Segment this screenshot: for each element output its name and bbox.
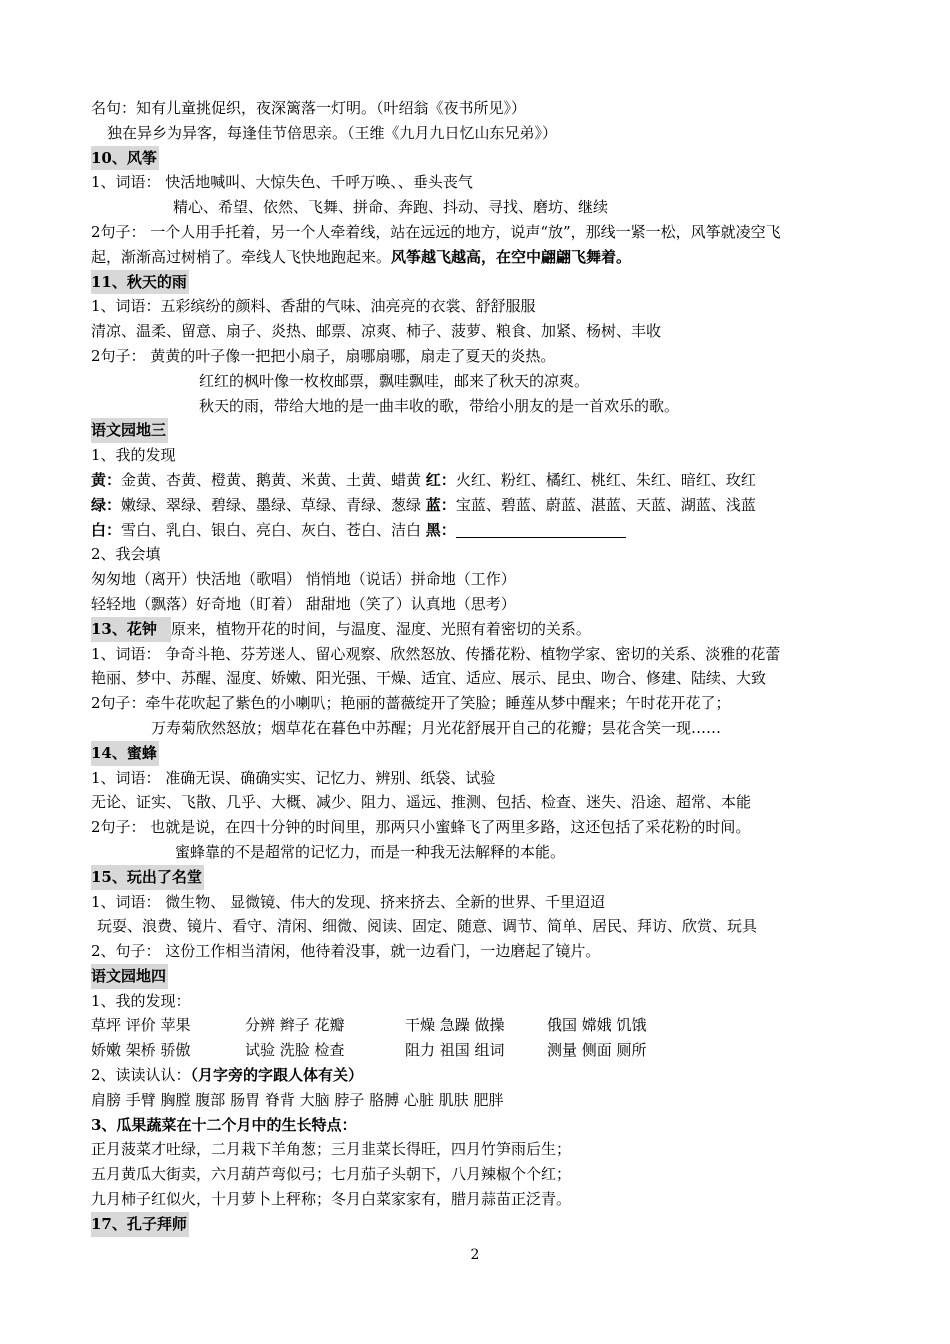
- text-line: 1、我的发现：: [91, 991, 191, 1010]
- text-span: 嫩绿、翠绿、碧绿、墨绿、草绿、青绿、葱绿: [121, 495, 426, 514]
- label: 蓝：: [425, 495, 456, 514]
- text-line: 2句子： 也就是说，在四十分钟的时间里，那两只小蜜蜂飞了两里多路，这还包括了采花粉的时间。: [91, 818, 751, 837]
- text-line: 1、词语： 争奇斗艳、芬芳迷人、留心观察、欣然怒放、传播花粉、植物学家、密切的关系、淡雅的花蕾: [91, 644, 781, 663]
- color-words-row: [91, 518, 871, 543]
- text-line: 2句子： 黄黄的叶子像一把把小扇子，扇哪扇哪，扇走了夏天的炎热。: [91, 346, 556, 365]
- word-group-row: [91, 1038, 871, 1063]
- text-span: 火红、粉红、橘红、桃红、朱红、暗红、玫红: [455, 470, 756, 489]
- text-line: 无论、证实、飞散、几乎、大概、减少、阻力、遥远、推测、包括、检查、迷失、沿途、超常、本能: [91, 793, 752, 812]
- word-group: 分辨 辫子 花瓣: [245, 1016, 345, 1035]
- text-line: 1、词语： 快活地喊叫、大惊失色、千呼万唤、、垂头丧气: [91, 173, 473, 192]
- text-line: 艳丽、梦中、苏醒、湿度、娇嫩、阳光强、干燥、适宜、适应、展示、昆虫、吻合、修建、陆续、大致: [91, 669, 767, 688]
- text-line: 玩耍、浪费、镜片、看守、清闲、细微、阅读、固定、随意、调节、简单、居民、拜访、欣赏、玩具: [97, 917, 758, 936]
- text-span: 原来，植物开花的时间，与温度、湿度、光照有着密切的关系。: [170, 619, 591, 638]
- section-heading: 15、玩出了名堂: [91, 865, 204, 890]
- section-heading: 语文园地三: [91, 418, 168, 443]
- text-line: 五月黄瓜大街卖，六月葫芦弯似弓；七月茄子头朝下，八月辣椒个个红；: [91, 1165, 572, 1184]
- word-group: 试验 洗脸 检查: [245, 1041, 345, 1060]
- word-group: 测量 侧面 厕所: [547, 1041, 647, 1060]
- label: 黑：: [425, 520, 456, 539]
- word-group: 阻力 祖国 组词: [405, 1041, 505, 1060]
- bold-text: 风筝越飞越高，在空中翩翩飞舞着。: [391, 247, 632, 266]
- text-line: 1、词语： 微生物、 显微镜、伟大的发现、挤来挤去、全新的世界、千里迢迢: [91, 892, 606, 911]
- section-heading: 14、蜜蜂: [91, 741, 159, 766]
- section-heading: 10、风筝: [91, 146, 159, 171]
- text-line: 1、词语： 准确无误、确确实实、记忆力、辨别、纸袋、试验: [91, 768, 496, 787]
- fill-in-blank: [456, 523, 626, 538]
- text-span: 宝蓝、碧蓝、蔚蓝、湛蓝、天蓝、湖蓝、浅蓝: [455, 495, 756, 514]
- label: 绿：: [91, 495, 122, 514]
- text-line: 名句：知有儿童挑促织，夜深篱落一灯明。（叶绍翁《夜书所见》）: [91, 99, 527, 117]
- text-line: 万寿菊欣然怒放；烟草花在暮色中苏醒；月光花舒展开自己的花瓣；昙花含笑一现……: [151, 718, 722, 737]
- text-line: 九月柿子红似火，十月萝卜上秤称；冬月白菜家家有，腊月蒜苗正泛青。: [91, 1190, 572, 1209]
- text-line: 1、词语：五彩缤纷的颜料、香甜的气味、油亮亮的衣裳、舒舒服服: [91, 297, 536, 316]
- text-span: 金黄、杏黄、橙黄、鹅黄、米黄、土黄、蜡黄: [121, 470, 426, 489]
- color-words-row: [91, 493, 871, 518]
- label: 白：: [91, 520, 122, 539]
- bold-heading: 3、瓜果蔬菜在十二个月中的生长特点：: [91, 1115, 357, 1134]
- text-span: 雪白、乳白、银白、亮白、灰白、苍白、洁白: [121, 520, 426, 539]
- section-heading: 11、秋天的雨: [91, 270, 189, 295]
- text-span: 起，渐渐高过树梢了。牵线人飞快地跑起来。: [91, 247, 392, 266]
- word-group-row: [91, 1013, 871, 1038]
- text-line: 秋天的雨，带给大地的是一曲丰收的歌，带给小朋友的是一首欢乐的歌。: [199, 396, 680, 415]
- word-group: 干燥 急躁 做操: [405, 1016, 505, 1035]
- page-number: 2: [470, 1247, 480, 1263]
- text-line: [91, 245, 871, 270]
- text-line: 蜜蜂靠的不是超常的记忆力，而是一种我无法解释的本能。: [175, 842, 566, 861]
- word-group: 俄国 嫦娥 饥饿: [547, 1016, 647, 1035]
- text-span: 2、读读认认：: [91, 1066, 191, 1085]
- text-line: 红红的枫叶像一枚枚邮票，飘哇飘哇，邮来了秋天的凉爽。: [199, 371, 590, 390]
- text-line: 正月菠菜才吐绿，二月栽下羊角葱；三月韭菜长得旺，四月竹笋雨后生；: [91, 1140, 572, 1159]
- text-line: [91, 617, 871, 642]
- text-line: 轻轻地（飘落）好奇地（盯着） 甜甜地（笑了）认真地（思考）: [91, 594, 516, 613]
- bold-text: （月字旁的字跟人体有关）: [190, 1066, 364, 1085]
- text-line: 2、我会填: [91, 545, 161, 564]
- text-line: 匆匆地（离开）快活地（歌唱） 悄悄地（说话）拼命地（工作）: [91, 570, 516, 589]
- section-heading: 17、孔子拜师: [91, 1212, 189, 1237]
- text-line: 2句子：牵牛花吹起了紫色的小喇叭；艳丽的蔷薇绽开了笑脸；睡莲从梦中醒来；午时花开花了；: [91, 694, 731, 713]
- text-line: 清凉、温柔、留意、扇子、炎热、邮票、凉爽、柿子、菠萝、粮食、加紧、杨树、丰收: [91, 322, 662, 341]
- text-line: 1、我的发现: [91, 446, 176, 465]
- label: 黄：: [91, 470, 122, 489]
- text-line: 2句子： 一个人用手托着，另一个人牵着线，站在远远的地方，说声“放”，那线一紧一松，风筝就凌空飞: [91, 222, 781, 241]
- document-body: [91, 96, 871, 1237]
- text-line: 2、句子： 这份工作相当清闲，他待着没事，就一边看门，一边磨起了镜片。: [91, 942, 601, 961]
- text-line: 肩膀 手臂 胸膛 腹部 肠胃 脊背 大脑 脖子 胳膊 心脏 肌肤 肥胖: [91, 1090, 504, 1109]
- section-heading: 13、花钟: [91, 617, 171, 642]
- text-line: 独在异乡为异客，每逢佳节倍思亲。（王维《九月九日忆山东兄弟》）: [107, 123, 558, 142]
- text-line: 精心、希望、依然、飞舞、拼命、奔跑、抖动、寻找、磨坊、继续: [173, 198, 609, 217]
- text-line: [91, 1063, 871, 1088]
- section-heading: 语文园地四: [91, 964, 168, 989]
- label: 红：: [425, 470, 456, 489]
- word-group: 草坪 评价 苹果: [91, 1016, 191, 1035]
- color-words-row: [91, 468, 871, 493]
- word-group: 娇嫩 架桥 骄傲: [91, 1041, 191, 1060]
